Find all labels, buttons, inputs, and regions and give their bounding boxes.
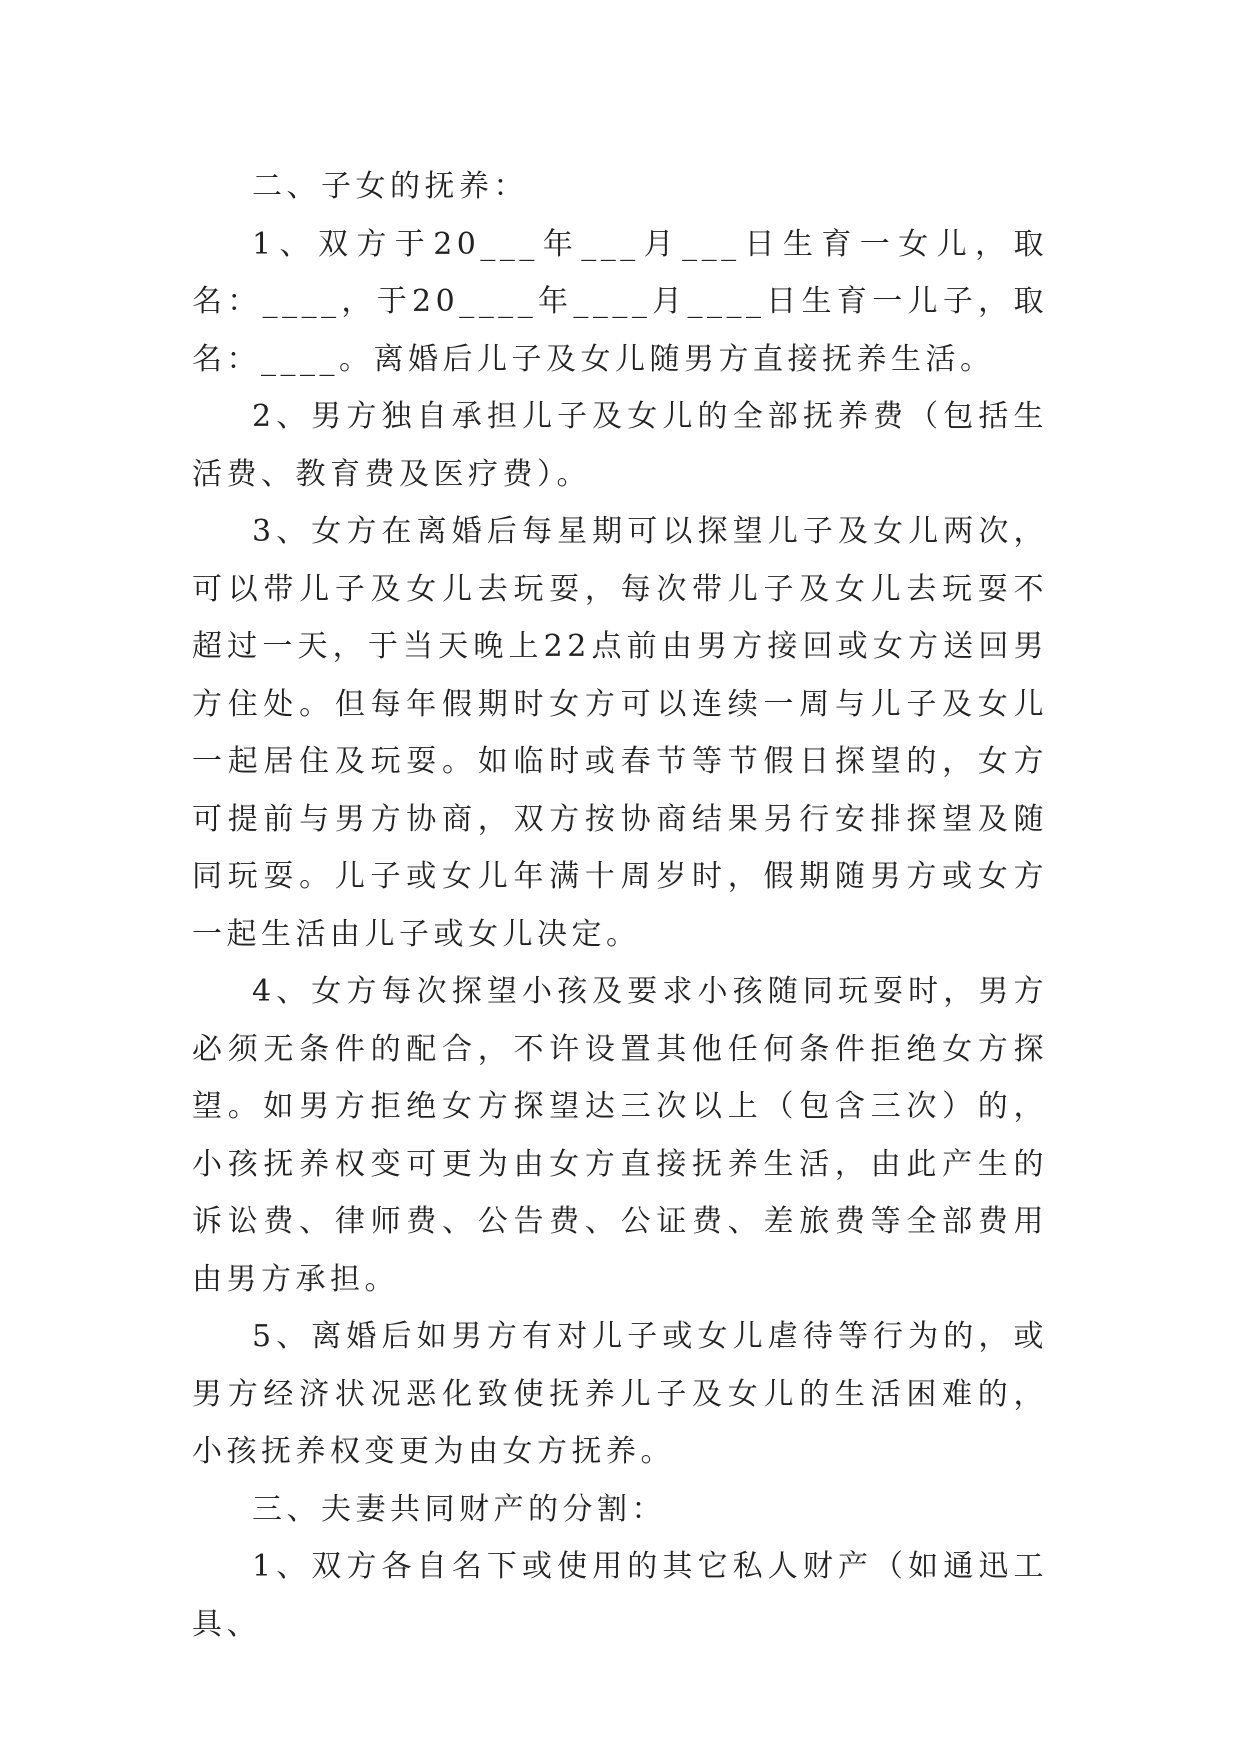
clause-5-custody-change: 5、离婚后如男方有对儿子或女儿虐待等行为的，或男方经济状况恶化致使抚养儿子及女儿的生活困难的，小孩抚养权变更为由女方抚养。	[192, 1319, 1048, 1469]
clause-1-children-birth: 1、双方于20___年___月___日生育一女儿，取名：____，于20____年____月____日生育一儿子，取名：____。离婚后儿子及女儿随男方直接抚养生活。	[192, 226, 1048, 377]
clause-3-visitation: 3、女方在离婚后每星期可以探望儿子及女儿两次，可以带儿子及女儿去玩耍，每次带儿子及女儿去玩耍不超过一天，于当天晚上22点前由男方接回或女方送回男方住处。但每年假期时女方可以连续一周与儿子及女儿一起居住及玩耍。如临时或春节等节假日探望的，女方可提前与男方协商，双方按协商结果另行安排探望及随同玩耍。儿子或女儿年满十周岁时，假期随男方或女方一起生活由儿子或女儿决定。	[192, 514, 1048, 952]
clause-1-private-property: 1、双方各自名下或使用的其它私人财产（如通迅工具、	[192, 1549, 1048, 1642]
clause-2-support-costs: 2、男方独自承担儿子及女儿的全部抚养费（包括生活费、教育费及医疗费）。	[192, 399, 1048, 492]
section-heading-child-custody: 二、子女的抚养：	[252, 169, 528, 204]
document-body	[192, 158, 1048, 1653]
section-heading-property-division: 三、夫妻共同财产的分割：	[252, 1491, 666, 1527]
clause-4-cooperation: 4、女方每次探望小孩及要求小孩随同玩耍时，男方必须无条件的配合，不许设置其他任何条件拒绝女方探望。如男方拒绝女方探望达三次以上（包含三次）的，小孩抚养权变可更为由女方直接抚养生活，由此产生的诉讼费、律师费、公告费、公证费、差旅费等全部费用由男方承担。	[192, 974, 1048, 1297]
